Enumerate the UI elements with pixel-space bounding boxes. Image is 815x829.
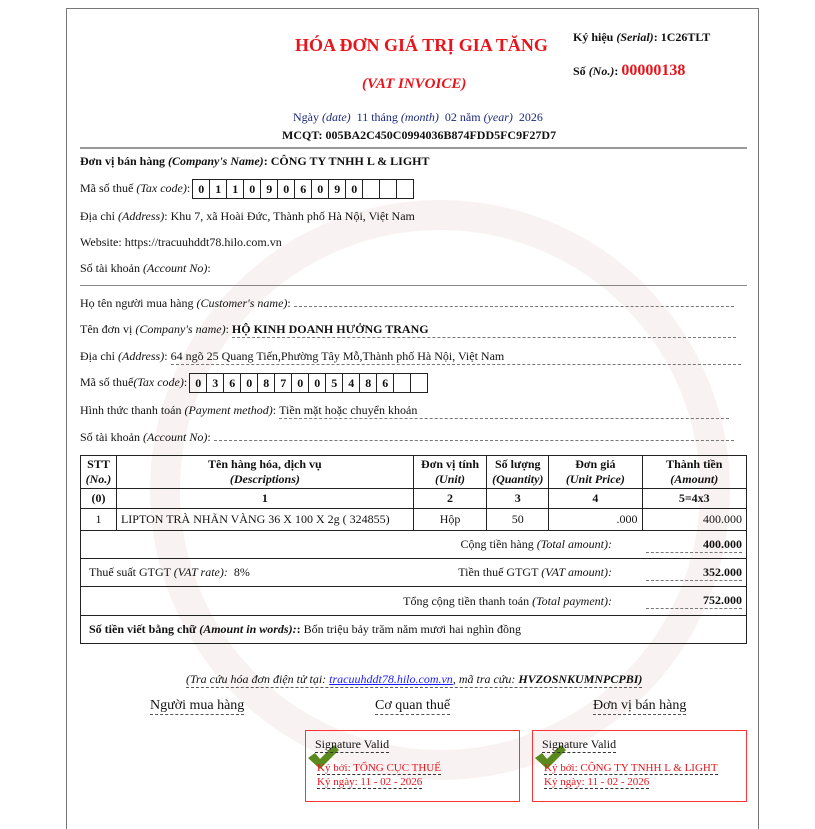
tax-code-digit: 6 — [376, 373, 394, 393]
signed-by: Ký bởi: CÔNG TY TNHH L & LIGHT — [544, 762, 718, 774]
tax-code-digit: 1 — [209, 179, 227, 199]
tax-code-digit: 0 — [189, 373, 207, 393]
seller-tax-code: Mã số thuế (Tax code): 0 1 1 0 9 0 6 0 9 0 — [80, 179, 414, 199]
seller-account: Số tài khoản (Account No): — [80, 261, 211, 275]
signer-seller: Đơn vị bán hàng — [593, 698, 687, 713]
lookup-info: (Tra cứu hóa đơn điện tử tại: tracuuhddt78.hilo.com.vn, mã tra cứu: HVZOSNKUMNPCPBI) — [186, 672, 643, 686]
tax-code-boxes — [190, 373, 428, 393]
tax-code-digit: 1 — [226, 179, 244, 199]
total-payment-row: Tổng cộng tiền thanh toán (Total payment): 752.000 — [81, 587, 747, 616]
tax-code-digit — [396, 179, 414, 199]
signature-tax-authority — [305, 730, 520, 802]
tax-code-digit: 0 — [243, 179, 261, 199]
tax-code-digit: 0 — [192, 179, 210, 199]
items-table — [80, 455, 747, 644]
serial: Ký hiệu (Serial): 1C26TLT — [573, 30, 711, 44]
tax-code-boxes — [193, 179, 414, 199]
buyer-tax-code: Mã số thuế(Tax code): 0 3 6 0 8 7 0 0 5 4 8 6 — [80, 373, 428, 393]
signed-by: Ký bởi: TỔNG CỤC THUẾ — [317, 762, 441, 774]
signature-seller — [532, 730, 747, 802]
signed-date: Ký ngày: 11 - 02 - 2026 — [544, 776, 650, 788]
tax-code-digit: 7 — [274, 373, 292, 393]
tax-code-digit: 0 — [345, 179, 363, 199]
tax-code-digit: 0 — [277, 179, 295, 199]
buyer-company: Tên đơn vị (Company's name): HỘ KINH DOANH HƯỞNG TRANG — [80, 322, 736, 338]
seller-website: Website: https://tracuuhddt78.hilo.com.vn — [80, 235, 282, 249]
table-row: 1 LIPTON TRÀ NHÃN VÀNG 36 X 100 X 2g ( 324855) Hộp 50 .000 400.000 — [81, 509, 747, 531]
amount-in-words-row: Số tiền viết bằng chữ (Amount in words):: Bốn triệu bảy trăm năm mươi hai nghìn đồng — [81, 616, 747, 644]
tax-code-digit: 3 — [206, 373, 224, 393]
signature-status: Signature Valid — [315, 737, 390, 751]
tax-code-digit: 6 — [223, 373, 241, 393]
seller-name: Đơn vị bán hàng (Company's Name): CÔNG TY TNHH L & LIGHT — [80, 154, 430, 168]
buyer-address: Địa chỉ (Address): 64 ngõ 25 Quang Tiến,Phường Tây Mỗ,Thành phố Hà Nội, Việt Nam — [80, 349, 741, 365]
tax-code-digit: 4 — [342, 373, 360, 393]
tax-code-digit: 0 — [311, 179, 329, 199]
vat-row: Thuế suất GTGT (VAT rate): 8% Tiền thuế GTGT (VAT amount): 352.000 — [81, 559, 747, 587]
tax-code-digit: 0 — [240, 373, 258, 393]
index-row: (0) 1 2 3 4 5=4x3 — [81, 489, 747, 509]
buyer-payment: Hình thức thanh toán (Payment method): Tiền mặt hoặc chuyển khoản — [80, 403, 729, 419]
tax-code-digit — [379, 179, 397, 199]
buyer-customer: Họ tên người mua hàng (Customer's name): — [80, 296, 747, 311]
signer-buyer: Người mua hàng — [150, 698, 245, 713]
signer-tax-authority: Cơ quan thuế — [375, 698, 451, 713]
tax-code-digit: 8 — [257, 373, 275, 393]
invoice-date: Ngày (date) 11 tháng (month) 02 năm (year) 2026 — [293, 110, 543, 124]
invoice-title: HÓA ĐƠN GIÁ TRỊ GIA TĂNG — [295, 35, 548, 55]
tax-code-digit: 5 — [325, 373, 343, 393]
tax-code-digit: 8 — [359, 373, 377, 393]
invoice-number: Số (No.): 00000138 — [573, 62, 686, 79]
tax-code-digit — [393, 373, 411, 393]
signed-date: Ký ngày: 11 - 02 - 2026 — [317, 776, 423, 788]
buyer-account: Số tài khoản (Account No): — [80, 430, 734, 445]
tax-code-digit — [362, 179, 380, 199]
tax-code-digit: 6 — [294, 179, 312, 199]
lookup-link[interactable]: tracuuhddt78.hilo.com.vn — [329, 672, 453, 686]
tax-code-digit: 9 — [260, 179, 278, 199]
total-amount-row: Cộng tiền hàng (Total amount): 400.000 — [81, 531, 747, 559]
tax-code-digit: 9 — [328, 179, 346, 199]
tax-code-digit: 0 — [308, 373, 326, 393]
table-header: STT (No.) Tên hàng hóa, dịch vụ (Descriptions) Đơn vị tính (Unit) Số lượng (Quantity) Đơn giá (Unit Price) Thành tiền (Amount) — [81, 456, 747, 489]
invoice-subtitle: (VAT INVOICE) — [362, 76, 467, 92]
signature-status: Signature Valid — [542, 737, 617, 751]
seller-address: Địa chỉ (Address): Khu 7, xã Hoài Đức, Thành phố Hà Nội, Việt Nam — [80, 209, 415, 223]
tax-code-digit — [410, 373, 428, 393]
mcqt-code: MCQT: 005BA2C450C0994036B874FDD5FC9F27D7 — [282, 128, 557, 142]
tax-code-digit: 0 — [291, 373, 309, 393]
